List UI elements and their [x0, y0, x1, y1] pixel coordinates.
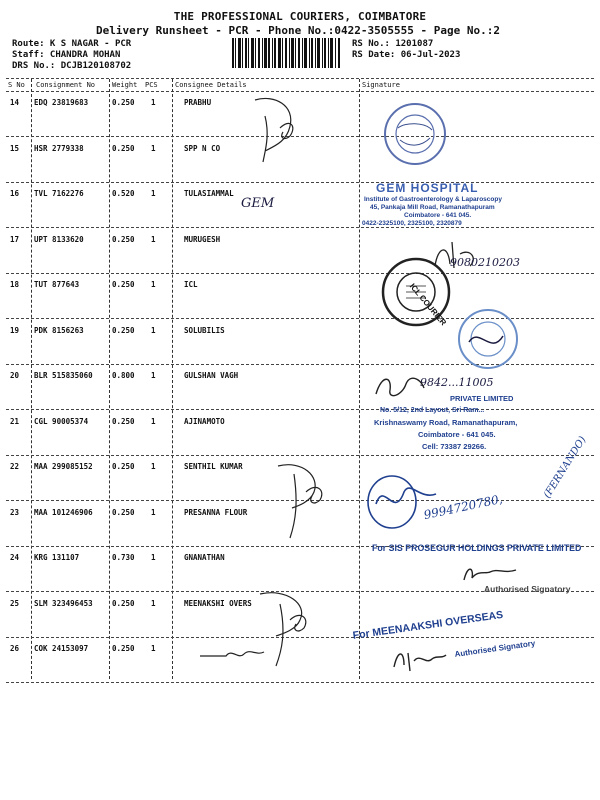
row-sno: 19 — [10, 325, 20, 335]
row-weight: 0.250 — [112, 325, 135, 335]
row-consignee: GULSHAN VAGH — [184, 371, 239, 380]
route-text: Route: K S NAGAR - PCR — [12, 39, 132, 49]
row-sno: 20 — [10, 371, 20, 380]
row-consignment-no: SLM 323496453 — [34, 598, 93, 608]
row-separator — [6, 682, 594, 683]
gem-hospital-name: GEM HOSPITAL — [376, 181, 479, 195]
col-divider — [359, 79, 360, 679]
col-weight: Weight — [112, 81, 138, 89]
row-separator — [6, 455, 594, 456]
presanna-phone: 9994720780, — [422, 491, 504, 523]
row-consignment-no: EDQ 23819683 — [34, 98, 89, 107]
row-consignment-no: MAA 299085152 — [34, 462, 93, 471]
staff-text: Staff: CHANDRA MOHAN — [12, 50, 121, 60]
row-separator — [6, 182, 594, 183]
presanna-name: (FERNANDO) — [541, 434, 589, 501]
signature-row26 — [198, 640, 268, 664]
runsheet-subtitle: Delivery Runsheet - PCR - Phone No.:0422-3505555 - Page No.:2 — [96, 24, 500, 37]
gem-hospital-line1: Institute of Gastroenterology & Laparoscopy — [364, 196, 502, 203]
row-consignment-no: PDK 8156263 — [34, 325, 84, 335]
row-pcs: 1 — [151, 416, 156, 426]
col-divider — [109, 79, 110, 679]
row-sno: 24 — [10, 553, 20, 562]
row-pcs: 1 — [151, 234, 156, 244]
rs-number: RS No.: 1201087 — [352, 39, 434, 49]
row-consignee: ICL — [184, 280, 198, 289]
ajinamoto-stamp-line4: Coimbatore - 641 045. — [418, 430, 496, 439]
signature-gem: GEM — [241, 196, 275, 211]
sis-prosegur-stamp: For SIS PROSEGUR HOLDINGS PRIVATE LIMITED — [372, 543, 582, 553]
rs-date: RS Date: 06-Jul-2023 — [352, 50, 461, 60]
ajinamoto-stamp-line1: PRIVATE LIMITED — [450, 394, 514, 403]
row-pcs: 1 — [151, 371, 156, 380]
drs-number: DRS No.: DCJB120108702 — [12, 61, 132, 71]
row-separator — [6, 409, 594, 410]
row-pcs: 1 — [151, 325, 156, 335]
meenaakshi-authorised-signatory: Authorised Signatory — [454, 638, 536, 659]
row-sno: 17 — [10, 234, 20, 244]
signature-gulshan — [372, 366, 432, 406]
ajinamoto-stamp-line3: Krishnaswamy Road, Ramanathapuram, — [374, 418, 518, 427]
barcode — [232, 38, 342, 68]
row-weight: 0.250 — [112, 280, 135, 289]
header-rule-top — [6, 78, 594, 79]
row-pcs: 1 — [151, 598, 156, 608]
row-pcs: 1 — [151, 462, 156, 471]
row-weight: 0.250 — [112, 143, 135, 153]
row-pcs: 1 — [151, 280, 156, 289]
row-consignee: SENTHIL KUMAR — [184, 462, 243, 471]
signature-prabhu — [235, 96, 315, 166]
row-sno: 18 — [10, 280, 20, 289]
row-consignment-no: TVL 7162276 — [34, 189, 84, 198]
row-sno: 21 — [10, 416, 20, 426]
col-sno: S No — [8, 81, 25, 89]
gem-hospital-line4: 0422-2325100, 2325100, 2320879 — [362, 220, 462, 227]
row-sno: 26 — [10, 644, 20, 653]
row-consignee: MURUGESH — [184, 234, 221, 244]
row-pcs: 1 — [151, 189, 156, 198]
row-weight: 0.520 — [112, 189, 135, 198]
header-rule-bottom — [6, 91, 594, 92]
row-sno: 23 — [10, 507, 20, 517]
icl-phone: 9080210203 — [450, 256, 520, 269]
row-sno: 16 — [10, 189, 20, 198]
col-signature: Signature — [362, 81, 400, 89]
gulshan-phone: 9842...11005 — [420, 376, 494, 389]
row-consignee: SOLUBILIS — [184, 325, 225, 335]
row-consignment-no: BLR 515835060 — [34, 371, 93, 380]
row-weight: 0.250 — [112, 462, 135, 471]
solubilis-stamp — [455, 306, 521, 372]
signature-presanna — [268, 462, 338, 542]
row-pcs: 1 — [151, 98, 156, 107]
row-consignee: TULASIAMMAL — [184, 189, 234, 198]
row-consignee: PRABHU — [184, 98, 212, 107]
icl-stamp-label: ICL COURIER — [407, 281, 449, 328]
row-sno: 25 — [10, 598, 20, 608]
row-sno: 22 — [10, 462, 20, 471]
row-consignee: GNANATHAN — [184, 553, 225, 562]
row-pcs: 1 — [151, 507, 156, 517]
row-consignment-no: MAA 101246906 — [34, 507, 93, 517]
row-weight: 0.250 — [112, 598, 135, 608]
row-pcs: 1 — [151, 143, 156, 153]
row-pcs: 1 — [151, 553, 156, 562]
row-consignment-no: KRG 131107 — [34, 553, 80, 562]
col-divider — [31, 79, 32, 679]
row-sno: 14 — [10, 98, 20, 107]
row-consignment-no: COK 24153097 — [34, 644, 89, 653]
row-consignee: PRESANNA FLOUR — [184, 507, 248, 517]
row-weight: 0.250 — [112, 507, 135, 517]
gem-hospital-line3: Coimbatore - 641 045. — [404, 212, 472, 219]
row-consignment-no: TUT 877643 — [34, 280, 80, 289]
col-pcs: PCS — [145, 81, 158, 89]
meenaakshi-stamp: For MEENAAKSHI OVERSEAS — [352, 608, 504, 642]
col-consignment: Consignment No — [36, 81, 96, 89]
col-consignee: Consignee Details — [175, 81, 247, 89]
row-weight: 0.250 — [112, 234, 135, 244]
row-consignment-no: HSR 2779338 — [34, 143, 84, 153]
row-separator — [6, 227, 594, 228]
row-weight: 0.250 — [112, 416, 135, 426]
col-divider — [172, 79, 173, 679]
row-consignee: AJINAMOTO — [184, 416, 225, 426]
ajinamoto-stamp-line2: No. 5/12, 2nd Layout, Sri Ram... — [380, 407, 485, 414]
row-consignment-no: CGL 90005374 — [34, 416, 89, 426]
row-separator — [6, 273, 594, 274]
ajinamoto-stamp-line5: Cell: 73387 29266. — [422, 442, 487, 451]
row-weight: 0.250 — [112, 98, 135, 107]
row-consignee: SPP N CO — [184, 143, 221, 153]
spp-co-stamp — [380, 96, 450, 176]
row-consignment-no: UPT 8133620 — [34, 234, 84, 244]
row-weight: 0.250 — [112, 644, 135, 653]
row-weight: 0.800 — [112, 371, 135, 380]
gem-hospital-line2: 45, Pankaja Mill Road, Ramanathapuram — [370, 204, 495, 211]
row-weight: 0.730 — [112, 553, 135, 562]
sis-authorised-signatory: Authorised Signatory — [484, 584, 571, 594]
company-title: THE PROFESSIONAL COURIERS, COIMBATORE — [173, 10, 427, 23]
row-pcs: 1 — [151, 644, 156, 653]
row-consignee: MEENAKSHI OVERS — [184, 598, 252, 608]
row-sno: 15 — [10, 143, 20, 153]
signature-meenaakshi-authorised — [390, 645, 450, 675]
signature-senthil — [364, 470, 444, 534]
